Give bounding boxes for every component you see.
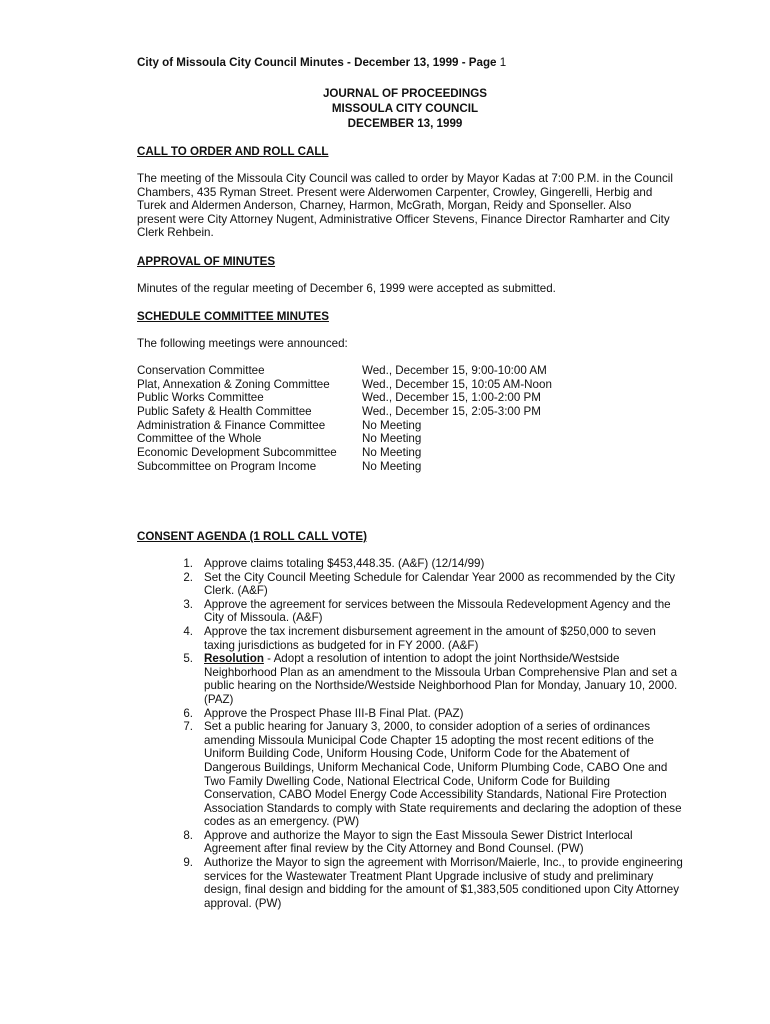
agenda-item-line: Conservation, CABO Model Energy Code Accessibility Standards, National Fire Protection xyxy=(204,788,667,802)
paragraph-line: The following meetings were announced: xyxy=(137,337,348,350)
journal-title-line: MISSOULA CITY COUNCIL xyxy=(331,101,479,115)
meeting-time: No Meeting xyxy=(362,459,422,473)
agenda-item-line: Uniform Building Code, Uniform Housing Code, Uniform Code for the Abatement of xyxy=(204,747,630,761)
approval-of-minutes-paragraph xyxy=(137,282,672,296)
agenda-item-line: approval. (PW) xyxy=(204,896,282,910)
agenda-item-line: Authorize the Mayor to sign the agreement with Morrison/Maierle, Inc., to provide engineering xyxy=(204,856,683,870)
journal-title-line: DECEMBER 13, 1999 xyxy=(347,116,463,130)
agenda-item-number: 5. xyxy=(183,652,193,666)
agenda-item-line: Two Family Dwelling Code, National Electrical Code, Uniform Code for Building xyxy=(204,774,610,788)
page-number: 1 xyxy=(499,56,507,69)
agenda-item-number: 4. xyxy=(183,624,193,638)
section-heading-call-to-order: CALL TO ORDER AND ROLL CALL xyxy=(137,145,329,158)
meeting-time: Wed., December 15, 1:00-2:00 PM xyxy=(362,391,541,405)
agenda-item xyxy=(178,829,698,856)
agenda-item-number: 2. xyxy=(183,570,193,584)
agenda-item-line: Approve claims totaling $453,448.35. (A&F) (12/14/99) xyxy=(204,557,485,570)
meeting-name: Committee of the Whole xyxy=(137,432,262,446)
paragraph-line: Chambers, 435 Ryman Street. Present were Alderwomen Carpenter, Crowley, Gingerelli, Herbig and xyxy=(137,185,653,199)
meeting-time: No Meeting xyxy=(362,418,422,432)
meeting-name: Public Safety & Health Committee xyxy=(137,405,312,419)
paragraph-line: Clerk Rehbein. xyxy=(137,226,214,240)
agenda-item-line: Set a public hearing for January 3, 2000, to consider adoption of a series of ordinances xyxy=(204,720,650,734)
agenda-item xyxy=(178,571,698,598)
agenda-item-line: Approve the tax increment disbursement agreement in the amount of $250,000 to seven xyxy=(204,624,656,638)
meeting-name: Conservation Committee xyxy=(137,364,265,377)
agenda-item-line: Approve the agreement for services between the Missoula Redevelopment Agency and the xyxy=(204,597,671,611)
agenda-item-line: Clerk. (A&F) xyxy=(204,584,268,598)
paragraph-line: present were City Attorney Nugent, Administrative Officer Stevens, Finance Director Ramharter and City xyxy=(137,212,670,226)
consent-agenda-list xyxy=(178,557,698,910)
journal-title-block xyxy=(0,87,770,131)
agenda-item-line: Dangerous Buildings, Uniform Mechanical Code, Uniform Plumbing Code, CABO One and xyxy=(204,760,668,774)
agenda-item xyxy=(178,625,698,652)
agenda-item-line: (PAZ) xyxy=(204,692,234,706)
agenda-item-number: 1. xyxy=(183,557,193,570)
agenda-item-line xyxy=(204,652,698,666)
meeting-time: No Meeting xyxy=(362,446,422,460)
meeting-name: Economic Development Subcommittee xyxy=(137,446,337,460)
agenda-item-line: Association Standards to comply with State requirements and declaring the adoption of these xyxy=(204,801,682,815)
page-header-title: City of Missoula City Council Minutes - December 13, 1999 - Page xyxy=(137,56,497,69)
agenda-item xyxy=(178,557,698,571)
journal-title-line: JOURNAL OF PROCEEDINGS xyxy=(322,87,488,100)
agenda-item-line: design, final design and bidding for the amount of $1,383,505 conditioned upon City Attorney xyxy=(204,883,680,897)
agenda-item-number: 8. xyxy=(183,828,193,842)
paragraph-line: Minutes of the regular meeting of December 6, 1999 were accepted as submitted. xyxy=(137,282,556,295)
agenda-item xyxy=(178,598,698,625)
agenda-item-number: 6. xyxy=(183,706,193,720)
agenda-item-number: 7. xyxy=(183,720,193,734)
agenda-item-line: Approve and authorize the Mayor to sign the East Missoula Sewer District Interlocal xyxy=(204,828,633,842)
agenda-item-line: Agreement after final review by the City Attorney and Bond Counsel. (PW) xyxy=(204,842,584,856)
section-heading-schedule-committee: SCHEDULE COMMITTEE MINUTES xyxy=(137,310,329,323)
agenda-item-line: Set the City Council Meeting Schedule for Calendar Year 2000 as recommended by the City xyxy=(204,570,676,584)
agenda-item xyxy=(178,652,698,706)
meeting-name: Subcommittee on Program Income xyxy=(137,459,317,473)
meeting-name: Administration & Finance Committee xyxy=(137,418,326,432)
paragraph-line: The meeting of the Missoula City Council was called to order by Mayor Kadas at 7:00 P.M. in the Council xyxy=(137,172,673,185)
meeting-time: Wed., December 15, 10:05 AM-Noon xyxy=(362,377,552,391)
paragraph-line: Turek and Aldermen Anderson, Charney, Harmon, McGrath, Morgan, Reidy and Sponseller. Also xyxy=(137,199,632,213)
meeting-time: Wed., December 15, 9:00-10:00 AM xyxy=(362,364,547,377)
meeting-name: Plat, Annexation & Zoning Committee xyxy=(137,377,330,391)
schedule-intro xyxy=(137,337,672,351)
section-heading-consent-agenda: CONSENT AGENDA (1 ROLL CALL VOTE) xyxy=(137,530,367,543)
agenda-item xyxy=(178,720,698,829)
agenda-item-number: 3. xyxy=(183,597,193,611)
page-header xyxy=(137,56,506,70)
agenda-item-line: codes as an emergency. (PW) xyxy=(204,815,360,829)
agenda-item-line: City of Missoula. (A&F) xyxy=(204,611,323,625)
meeting-time: No Meeting xyxy=(362,432,422,446)
agenda-item-line: taxing jurisdictions as budgeted for in FY 2000. (A&F) xyxy=(204,638,479,652)
agenda-item-line: Approve the Prospect Phase III-B Final Plat. (PAZ) xyxy=(204,706,464,720)
agenda-item-line: Neighborhood Plan as an amendment to the Missoula Urban Comprehensive Plan and set a xyxy=(204,665,678,679)
agenda-item-lead-text: - Adopt a resolution of intention to adopt the joint Northside/Westside xyxy=(263,652,620,666)
call-to-order-paragraph xyxy=(137,172,672,240)
agenda-item-line: amending Missoula Municipal Code Chapter 15 adopting the most recent editions of the xyxy=(204,733,654,747)
agenda-item xyxy=(178,707,698,721)
agenda-item-line: services for the Wastewater Treatment Plant Upgrade inclusive of study and preliminary xyxy=(204,869,654,883)
agenda-item-line: public hearing on the Northside/Westside Neighborhood Plan for Monday, January 10, 2000. xyxy=(204,679,678,693)
section-heading-approval-of-minutes: APPROVAL OF MINUTES xyxy=(137,255,276,268)
agenda-item-number: 9. xyxy=(183,856,193,870)
agenda-item xyxy=(178,856,698,910)
meeting-time: Wed., December 15, 2:05-3:00 PM xyxy=(362,405,541,419)
resolution-label: Resolution xyxy=(204,652,264,666)
meeting-name: Public Works Committee xyxy=(137,391,264,405)
